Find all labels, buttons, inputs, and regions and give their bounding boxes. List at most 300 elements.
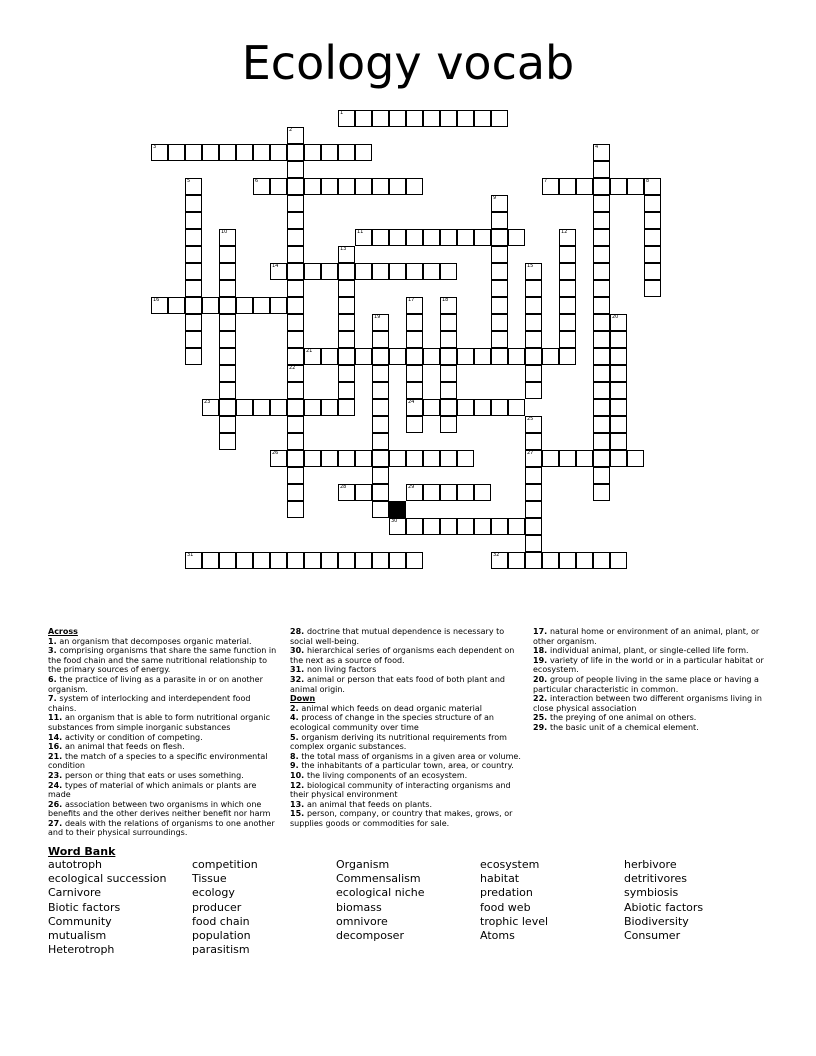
- crossword-cell[interactable]: [372, 433, 389, 450]
- clue-text: association between two organisms in which one benefits and the other derives neither benefit nor harm: [48, 799, 271, 819]
- crossword-cell[interactable]: [287, 552, 304, 569]
- clue: [48, 771, 280, 781]
- crossword-cell[interactable]: [304, 263, 321, 280]
- crossword-cell[interactable]: [168, 297, 185, 314]
- crossword-cell[interactable]: [559, 331, 576, 348]
- clue-label: 13.: [290, 799, 307, 809]
- crossword-cell[interactable]: [287, 280, 304, 297]
- crossword-cell[interactable]: [236, 399, 253, 416]
- crossword-cell[interactable]: [559, 552, 576, 569]
- clue-number: 19: [374, 314, 381, 320]
- crossword-cell[interactable]: [593, 416, 610, 433]
- crossword-cell[interactable]: [559, 348, 576, 365]
- crossword-cell[interactable]: [542, 450, 559, 467]
- crossword-cell[interactable]: [321, 263, 338, 280]
- crossword-cell[interactable]: [406, 450, 423, 467]
- crossword-cell[interactable]: [525, 382, 542, 399]
- crossword-cell[interactable]: [406, 552, 423, 569]
- crossword-cell[interactable]: [219, 382, 236, 399]
- crossword-cell[interactable]: [219, 399, 236, 416]
- crossword-cell[interactable]: [491, 246, 508, 263]
- crossword-cell[interactable]: [168, 144, 185, 161]
- crossword-cell[interactable]: [474, 348, 491, 365]
- clue-label: 18.: [533, 646, 550, 656]
- clue-number: 9: [493, 195, 497, 201]
- crossword-cell[interactable]: [593, 348, 610, 365]
- crossword-cell[interactable]: [270, 144, 287, 161]
- crossword-cell[interactable]: [593, 484, 610, 501]
- crossword-cell[interactable]: [593, 314, 610, 331]
- crossword-cell[interactable]: [389, 552, 406, 569]
- crossword-cell[interactable]: [423, 110, 440, 127]
- crossword-cell[interactable]: [559, 246, 576, 263]
- crossword-cell[interactable]: [508, 348, 525, 365]
- crossword-cell[interactable]: [593, 382, 610, 399]
- crossword-cell[interactable]: [491, 263, 508, 280]
- crossword-cell[interactable]: [219, 297, 236, 314]
- crossword-cell[interactable]: [338, 348, 355, 365]
- crossword-cell[interactable]: [423, 229, 440, 246]
- word-bank-column: [48, 858, 167, 957]
- crossword-cell[interactable]: [321, 144, 338, 161]
- crossword-cell[interactable]: [525, 297, 542, 314]
- clue-number: 30: [391, 518, 398, 524]
- crossword-cell[interactable]: [593, 331, 610, 348]
- crossword-cell[interactable]: [491, 110, 508, 127]
- clue-text: natural home or environment of an animal, plant, or other organism.: [533, 627, 760, 646]
- crossword-cell[interactable]: [644, 212, 661, 229]
- crossword-cell[interactable]: [372, 331, 389, 348]
- crossword-cell[interactable]: [644, 195, 661, 212]
- crossword-cell[interactable]: [525, 348, 542, 365]
- crossword-cell[interactable]: [610, 348, 627, 365]
- crossword-cell[interactable]: [491, 399, 508, 416]
- crossword-cell[interactable]: [185, 144, 202, 161]
- crossword-cell[interactable]: [508, 518, 525, 535]
- crossword-cell[interactable]: [287, 246, 304, 263]
- crossword-cell[interactable]: [644, 229, 661, 246]
- crossword-cell[interactable]: [491, 331, 508, 348]
- crossword-cell[interactable]: [406, 348, 423, 365]
- crossword-cell[interactable]: [423, 518, 440, 535]
- crossword-cell[interactable]: [576, 178, 593, 195]
- crossword-cell[interactable]: [610, 178, 627, 195]
- crossword-cell[interactable]: [338, 263, 355, 280]
- crossword-cell[interactable]: [593, 229, 610, 246]
- clue: [48, 637, 280, 647]
- word-bank-word: Biodiversity: [624, 914, 689, 928]
- crossword-cell[interactable]: [525, 484, 542, 501]
- crossword-cell[interactable]: [406, 229, 423, 246]
- crossword-cell[interactable]: [355, 110, 372, 127]
- crossword-cell[interactable]: [593, 280, 610, 297]
- crossword-cell[interactable]: [236, 297, 253, 314]
- crossword-cell[interactable]: [253, 297, 270, 314]
- word-bank-word: autotroph: [48, 858, 103, 871]
- crossword-cell[interactable]: [372, 416, 389, 433]
- word-bank-word: Heterotroph: [48, 943, 115, 957]
- clue-number: 18: [442, 297, 449, 303]
- word-bank-word: food chain: [192, 914, 250, 928]
- crossword-cell[interactable]: [406, 314, 423, 331]
- crossword-cell[interactable]: [270, 297, 287, 314]
- crossword-cell[interactable]: [644, 246, 661, 263]
- crossword-cell[interactable]: [287, 348, 304, 365]
- crossword-cell[interactable]: [355, 348, 372, 365]
- crossword-cell[interactable]: [406, 365, 423, 382]
- crossword-cell[interactable]: [440, 263, 457, 280]
- crossword-cell[interactable]: [304, 399, 321, 416]
- clue-label: 14.: [48, 732, 65, 742]
- clue-text: the living components of an ecosystem.: [306, 770, 468, 780]
- clue-label: 16.: [48, 742, 65, 752]
- crossword-cell[interactable]: [219, 314, 236, 331]
- crossword-cell[interactable]: [321, 450, 338, 467]
- crossword-cell[interactable]: [355, 484, 372, 501]
- crossword-cell[interactable]: [593, 365, 610, 382]
- clue-label: 4.: [290, 713, 302, 723]
- word-bank-word: ecological succession: [48, 872, 167, 886]
- crossword-cell[interactable]: [338, 450, 355, 467]
- crossword-cell[interactable]: [610, 382, 627, 399]
- crossword-cell[interactable]: [525, 314, 542, 331]
- crossword-cell[interactable]: [440, 348, 457, 365]
- clue-text: person or thing that eats or uses something.: [64, 770, 244, 780]
- crossword-cell[interactable]: [287, 297, 304, 314]
- crossword-cell[interactable]: [219, 348, 236, 365]
- crossword-cell[interactable]: [559, 280, 576, 297]
- crossword-cell[interactable]: [440, 331, 457, 348]
- clue-label: 3.: [48, 646, 60, 656]
- crossword-cell[interactable]: [219, 416, 236, 433]
- crossword-cell[interactable]: [338, 178, 355, 195]
- crossword-cell[interactable]: [593, 433, 610, 450]
- clue-text: an animal that feeds on plants.: [306, 799, 433, 809]
- crossword-cell[interactable]: [440, 416, 457, 433]
- crossword-cell[interactable]: [355, 552, 372, 569]
- word-bank-word: Biotic factors: [48, 900, 121, 914]
- crossword-cell[interactable]: [372, 399, 389, 416]
- crossword-cell[interactable]: [355, 178, 372, 195]
- crossword-cell[interactable]: [440, 229, 457, 246]
- clue-text: biological community of interacting organisms and their physical environment: [290, 780, 511, 800]
- crossword-cell[interactable]: [372, 450, 389, 467]
- crossword-cell[interactable]: [304, 178, 321, 195]
- clue-number: 7: [544, 178, 548, 184]
- crossword-cell[interactable]: [457, 348, 474, 365]
- crossword-cell[interactable]: [593, 161, 610, 178]
- crossword-cell[interactable]: [525, 433, 542, 450]
- crossword-cell[interactable]: [185, 314, 202, 331]
- crossword-cell[interactable]: [202, 297, 219, 314]
- crossword-cell[interactable]: [389, 229, 406, 246]
- crossword-cell[interactable]: [287, 501, 304, 518]
- crossword-cell[interactable]: [321, 348, 338, 365]
- crossword-cell[interactable]: [457, 484, 474, 501]
- clue-text: deals with the relations of organisms to one another and to their physical surroundings.: [48, 818, 275, 838]
- crossword-cell[interactable]: [287, 382, 304, 399]
- crossword-cell[interactable]: [321, 399, 338, 416]
- crossword-cell[interactable]: [491, 314, 508, 331]
- clue-number: 20: [612, 314, 619, 320]
- clue-label: 24.: [48, 780, 65, 790]
- crossword-cell[interactable]: [593, 297, 610, 314]
- crossword-cell[interactable]: [287, 212, 304, 229]
- crossword-cell[interactable]: [219, 263, 236, 280]
- clue-label: 11.: [48, 713, 65, 723]
- crossword-cell[interactable]: [185, 229, 202, 246]
- crossword-cell[interactable]: [627, 450, 644, 467]
- crossword-cell[interactable]: [525, 331, 542, 348]
- crossword-cell[interactable]: [491, 518, 508, 535]
- word-bank-word: trophic level: [480, 914, 549, 928]
- crossword-cell[interactable]: [644, 280, 661, 297]
- crossword-cell[interactable]: [491, 297, 508, 314]
- crossword-cell[interactable]: [287, 331, 304, 348]
- crossword-cell[interactable]: [542, 348, 559, 365]
- crossword-cell[interactable]: [627, 178, 644, 195]
- crossword-cell[interactable]: [440, 399, 457, 416]
- crossword-cell[interactable]: [423, 450, 440, 467]
- crossword-cell[interactable]: [287, 178, 304, 195]
- crossword-cell[interactable]: [491, 280, 508, 297]
- crossword-cell[interactable]: [270, 178, 287, 195]
- crossword-cell[interactable]: [474, 399, 491, 416]
- crossword-cell[interactable]: [559, 263, 576, 280]
- crossword-cell[interactable]: [423, 484, 440, 501]
- crossword-cell[interactable]: [593, 212, 610, 229]
- crossword-cell[interactable]: [593, 178, 610, 195]
- word-bank-word: Tissue: [192, 872, 227, 886]
- crossword-cell[interactable]: [185, 246, 202, 263]
- clue-text: the preying of one animal on others.: [549, 713, 697, 723]
- crossword-cell[interactable]: [593, 195, 610, 212]
- crossword-cell[interactable]: [219, 433, 236, 450]
- crossword-cell[interactable]: [610, 552, 627, 569]
- crossword-cell[interactable]: [338, 314, 355, 331]
- crossword-cell[interactable]: [185, 280, 202, 297]
- crossword-cell[interactable]: [338, 280, 355, 297]
- crossword-cell[interactable]: [406, 263, 423, 280]
- crossword-cell[interactable]: [457, 450, 474, 467]
- crossword-cell[interactable]: [202, 144, 219, 161]
- crossword-cell[interactable]: [559, 314, 576, 331]
- crossword-cell[interactable]: [372, 467, 389, 484]
- crossword-cell[interactable]: [576, 552, 593, 569]
- crossword-cell[interactable]: [253, 144, 270, 161]
- crossword-cell[interactable]: [338, 144, 355, 161]
- crossword-cell[interactable]: [287, 161, 304, 178]
- crossword-cell[interactable]: [610, 450, 627, 467]
- crossword-cell[interactable]: [287, 416, 304, 433]
- crossword-cell[interactable]: [440, 365, 457, 382]
- crossword-cell[interactable]: [338, 399, 355, 416]
- crossword-cell[interactable]: [406, 331, 423, 348]
- clue: [290, 704, 523, 714]
- crossword-cell[interactable]: [287, 450, 304, 467]
- crossword-cell[interactable]: [559, 450, 576, 467]
- crossword-cell[interactable]: [287, 263, 304, 280]
- crossword-cell[interactable]: [593, 552, 610, 569]
- crossword-cell[interactable]: [525, 365, 542, 382]
- crossword-cell[interactable]: [287, 144, 304, 161]
- crossword-cell[interactable]: [355, 450, 372, 467]
- crossword-cell[interactable]: [253, 399, 270, 416]
- clue-label: 12.: [290, 780, 307, 790]
- crossword-cell[interactable]: [559, 178, 576, 195]
- crossword-cell[interactable]: [508, 552, 525, 569]
- crossword-cell[interactable]: [474, 110, 491, 127]
- crossword-cell[interactable]: [457, 399, 474, 416]
- crossword-cell[interactable]: [372, 110, 389, 127]
- crossword-cell[interactable]: [423, 399, 440, 416]
- crossword-cell[interactable]: [355, 263, 372, 280]
- crossword-cell[interactable]: [593, 399, 610, 416]
- clue-number: 28: [340, 484, 347, 490]
- crossword-cell[interactable]: [338, 552, 355, 569]
- crossword-cell[interactable]: [525, 467, 542, 484]
- crossword-cell[interactable]: [593, 467, 610, 484]
- crossword-cell[interactable]: [610, 331, 627, 348]
- crossword-cell[interactable]: [338, 382, 355, 399]
- crossword-cell[interactable]: [389, 348, 406, 365]
- crossword-cell[interactable]: [219, 280, 236, 297]
- crossword-cell[interactable]: [372, 552, 389, 569]
- crossword-cell[interactable]: [525, 535, 542, 552]
- crossword-cell[interactable]: [372, 382, 389, 399]
- crossword-cell[interactable]: [304, 144, 321, 161]
- crossword-cell[interactable]: [287, 467, 304, 484]
- crossword-cell[interactable]: [185, 263, 202, 280]
- crossword-cell[interactable]: [406, 382, 423, 399]
- clue: [533, 675, 768, 694]
- crossword-cell[interactable]: [219, 144, 236, 161]
- crossword-cell[interactable]: [219, 552, 236, 569]
- crossword-cell[interactable]: [406, 178, 423, 195]
- crossword-cell[interactable]: [287, 195, 304, 212]
- crossword-cell[interactable]: [355, 144, 372, 161]
- crossword-cell[interactable]: [525, 518, 542, 535]
- crossword-cell[interactable]: [236, 552, 253, 569]
- crossword-cell[interactable]: [236, 144, 253, 161]
- crossword-cell[interactable]: [372, 501, 389, 518]
- crossword-cell[interactable]: [491, 229, 508, 246]
- word-bank-word: parasitism: [192, 943, 250, 957]
- crossword-cell[interactable]: [372, 348, 389, 365]
- crossword-cell[interactable]: [474, 229, 491, 246]
- crossword-cell[interactable]: [389, 263, 406, 280]
- crossword-cell[interactable]: [440, 484, 457, 501]
- crossword-cell[interactable]: [304, 450, 321, 467]
- crossword-cell[interactable]: [304, 552, 321, 569]
- crossword-cell[interactable]: [593, 246, 610, 263]
- crossword-cell[interactable]: [457, 518, 474, 535]
- crossword-cell[interactable]: [270, 399, 287, 416]
- crossword-cell[interactable]: [219, 365, 236, 382]
- crossword-cell[interactable]: [389, 178, 406, 195]
- crossword-cell[interactable]: [491, 212, 508, 229]
- crossword-cell[interactable]: [185, 348, 202, 365]
- crossword-cell[interactable]: [508, 229, 525, 246]
- crossword-cell[interactable]: [270, 552, 287, 569]
- crossword-cell[interactable]: [610, 433, 627, 450]
- crossword-cell[interactable]: [185, 297, 202, 314]
- crossword-cell[interactable]: [219, 246, 236, 263]
- crossword-cell[interactable]: [610, 365, 627, 382]
- crossword-cell[interactable]: [287, 399, 304, 416]
- crossword-cell[interactable]: [610, 416, 627, 433]
- crossword-cell[interactable]: [644, 263, 661, 280]
- clue-number: 32: [493, 552, 500, 558]
- crossword-cell[interactable]: [440, 110, 457, 127]
- word-bank-column: [336, 858, 425, 943]
- crossword-cell[interactable]: [423, 348, 440, 365]
- crossword-cell[interactable]: [440, 382, 457, 399]
- crossword-cell[interactable]: [372, 229, 389, 246]
- crossword-cell[interactable]: [372, 484, 389, 501]
- crossword-cell[interactable]: [321, 552, 338, 569]
- crossword-cell[interactable]: [321, 178, 338, 195]
- crossword-cell[interactable]: [457, 110, 474, 127]
- crossword-cell[interactable]: [253, 552, 270, 569]
- crossword-cell[interactable]: [389, 450, 406, 467]
- crossword-cell[interactable]: [372, 365, 389, 382]
- crossword-cell[interactable]: [542, 552, 559, 569]
- crossword-cell[interactable]: [525, 280, 542, 297]
- crossword-cell[interactable]: [406, 416, 423, 433]
- crossword-cell[interactable]: [372, 178, 389, 195]
- crossword-cell[interactable]: [389, 110, 406, 127]
- crossword-cell[interactable]: [457, 229, 474, 246]
- crossword-cell[interactable]: [440, 314, 457, 331]
- crossword-cell[interactable]: [287, 484, 304, 501]
- crossword-cell[interactable]: [372, 263, 389, 280]
- word-bank-word: competition: [192, 858, 258, 871]
- crossword-cell[interactable]: [338, 331, 355, 348]
- crossword-cell[interactable]: [287, 433, 304, 450]
- crossword-cell[interactable]: [185, 212, 202, 229]
- clue-label: 19.: [533, 655, 550, 665]
- crossword-cell[interactable]: [525, 552, 542, 569]
- crossword-cell[interactable]: [338, 297, 355, 314]
- crossword-cell[interactable]: [287, 229, 304, 246]
- crossword-cell[interactable]: [219, 331, 236, 348]
- crossword-cell[interactable]: [185, 195, 202, 212]
- crossword-cell[interactable]: [440, 450, 457, 467]
- crossword-cell[interactable]: [406, 110, 423, 127]
- crossword-cell[interactable]: [491, 348, 508, 365]
- crossword-cell[interactable]: [525, 501, 542, 518]
- crossword-cell[interactable]: [338, 365, 355, 382]
- clue: [533, 723, 768, 733]
- crossword-cell[interactable]: [440, 518, 457, 535]
- crossword-cell[interactable]: [576, 450, 593, 467]
- crossword-cell[interactable]: [185, 331, 202, 348]
- crossword-cell[interactable]: [474, 484, 491, 501]
- crossword-cell[interactable]: [593, 263, 610, 280]
- crossword-cell[interactable]: [474, 518, 491, 535]
- crossword-cell[interactable]: [559, 297, 576, 314]
- crossword-cell[interactable]: [406, 518, 423, 535]
- crossword-cell[interactable]: [610, 399, 627, 416]
- crossword-cell[interactable]: [508, 399, 525, 416]
- crossword-cell[interactable]: [202, 552, 219, 569]
- crossword-cell[interactable]: [593, 450, 610, 467]
- crossword-cell[interactable]: [287, 314, 304, 331]
- clue-number: 22: [289, 365, 296, 371]
- clue-label: 23.: [48, 770, 65, 780]
- crossword-cell[interactable]: [423, 263, 440, 280]
